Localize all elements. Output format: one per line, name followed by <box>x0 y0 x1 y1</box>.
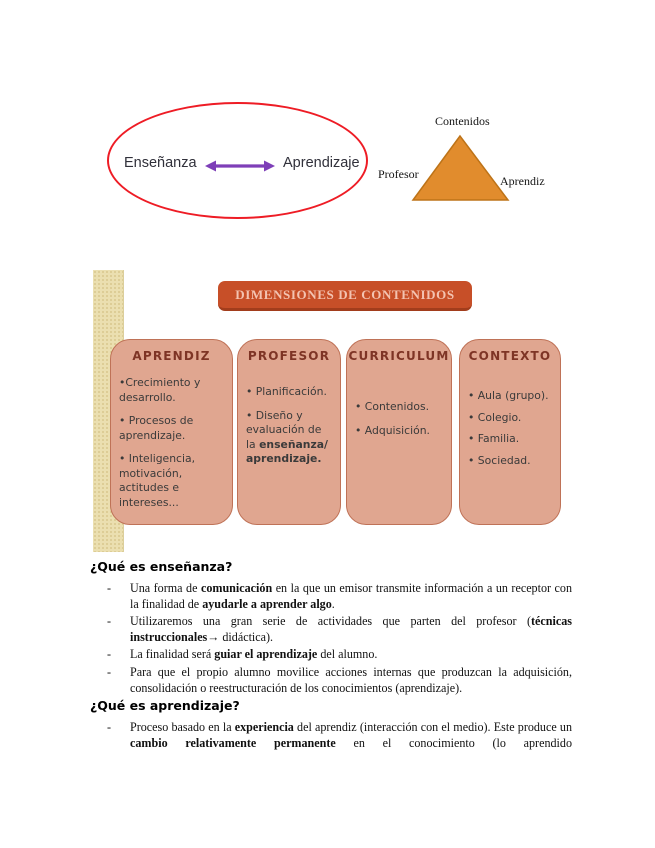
card-item: • Contenidos. <box>355 400 430 413</box>
list-item <box>90 665 572 696</box>
card-header: CONTEXTO <box>468 349 552 363</box>
card-item: • Adquisición. <box>355 423 430 437</box>
card-body <box>111 376 232 510</box>
dash-marker: - <box>107 581 112 595</box>
card-item: • Sociedad. <box>468 453 531 467</box>
card-item: • Planificación. <box>246 385 327 398</box>
dash-marker: - <box>107 720 112 735</box>
double-arrow-icon <box>204 158 276 174</box>
card-curriculum <box>346 339 452 525</box>
list-item <box>90 647 572 663</box>
card-aprendiz <box>110 339 233 525</box>
dash-marker: - <box>107 614 112 629</box>
card-header: CURRICULUM <box>348 349 450 363</box>
card-body <box>347 400 451 438</box>
card-profesor <box>237 339 341 525</box>
list-item-text: La finalidad será guiar el aprendizaje del alumno. <box>130 647 378 662</box>
list-item <box>90 720 572 751</box>
section-heading-aprendizaje: ¿Qué es aprendizaje? <box>90 698 240 714</box>
card-header: APRENDIZ <box>132 349 211 363</box>
term-ensenanza: Enseñanza <box>124 155 197 171</box>
term-aprendizaje: Aprendizaje <box>283 155 360 171</box>
banner-dimensiones <box>218 281 472 311</box>
triangle-shape <box>411 134 511 202</box>
section-heading-ensenanza: ¿Qué es enseñanza? <box>90 559 233 574</box>
card-body <box>238 385 340 467</box>
card-body <box>460 389 560 468</box>
card-item: •Crecimiento y desarrollo. <box>119 376 201 404</box>
list-item-text: Para que el propio alumno movilice acciones internas que produzcan la adquisición, consolidación o reestructuración de los conocimientos (aprendizaje). <box>130 664 572 695</box>
card-item: • Familia. <box>468 432 520 445</box>
list-item-text: Proceso basado en la experiencia del aprendiz (interacción con el medio). Este produce un cambio relativamente permanente en el conocimiento (lo aprendido <box>130 720 572 750</box>
triangle-label-aprendiz: Aprendiz <box>500 174 545 188</box>
triangle-label-contenidos: Contenidos <box>435 114 490 128</box>
dash-marker: - <box>107 647 112 662</box>
banner-label: DIMENSIONES DE CONTENIDOS <box>235 286 455 302</box>
body-text <box>90 559 572 753</box>
card-header: PROFESOR <box>247 349 331 363</box>
list-item <box>90 581 572 612</box>
card-item: • Diseño y evaluación de la enseñanza/ aprendizaje. <box>246 408 328 465</box>
card-item: • Colegio. <box>468 410 522 424</box>
card-contexto <box>459 339 561 525</box>
list-item-text: Una forma de comunicación en la que un emisor transmite información a un receptor con la finalidad de ayudarle a aprender algo. <box>130 581 573 611</box>
card-item: • Aula (grupo). <box>468 389 549 402</box>
dash-marker: - <box>107 664 112 679</box>
list-item-text: Utilizaremos una gran serie de actividades que parten del profesor (técnicas instruccionales→ didáctica). <box>130 614 572 644</box>
card-item: • Procesos de aprendizaje. <box>119 414 194 442</box>
list-item <box>90 614 572 645</box>
card-item: • Inteligencia, motivación, actitudes e intereses... <box>119 452 196 509</box>
triangle-label-profesor: Profesor <box>378 167 419 181</box>
